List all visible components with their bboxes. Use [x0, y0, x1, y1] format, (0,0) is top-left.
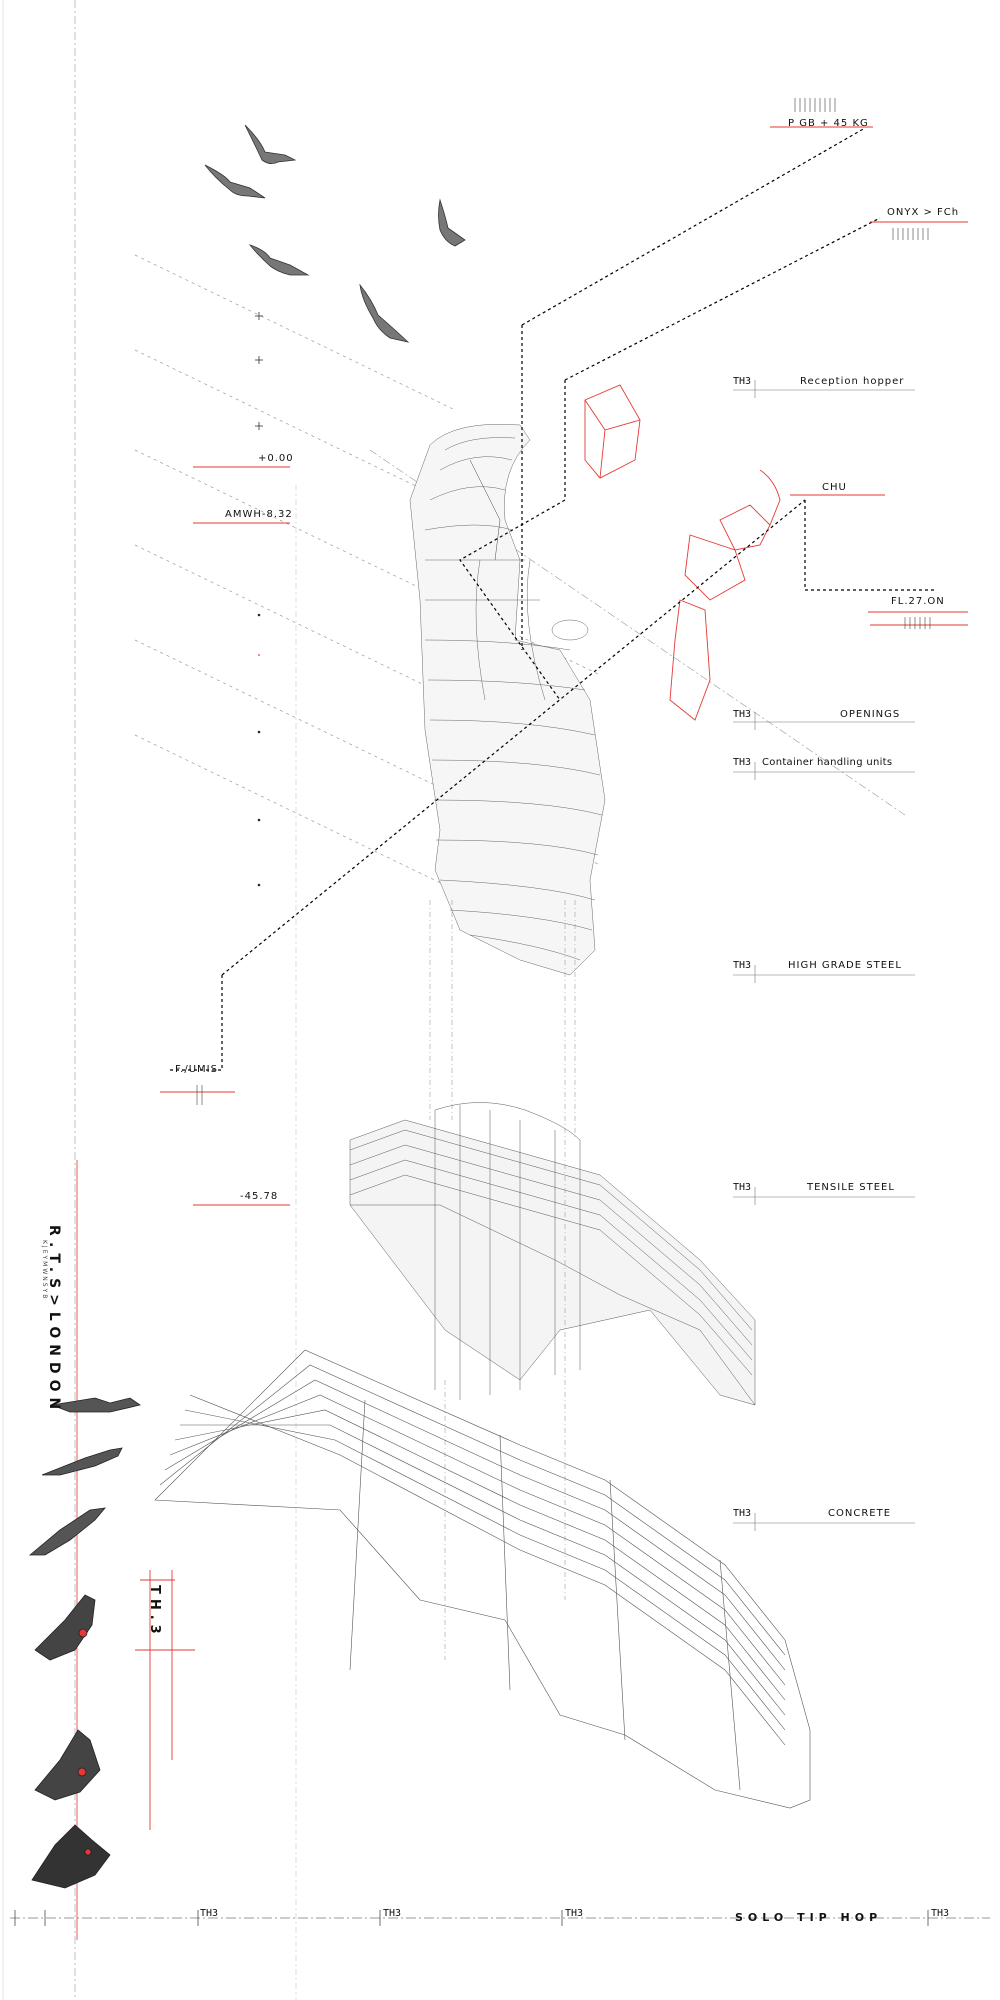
- grid-markers: [255, 312, 263, 886]
- tensile-steel-layer: [350, 1103, 755, 1406]
- label-concrete: CONCRETE: [828, 1508, 892, 1519]
- project-title: R.T.S>LONDON: [46, 1225, 62, 1416]
- callout-onyx: ONYX > FCh: [887, 207, 960, 218]
- label-tag-openings: TH3: [733, 709, 752, 720]
- label-reception-hopper: Reception hopper: [800, 376, 905, 387]
- project-subtitle: KJEYMWNSYB: [41, 1240, 48, 1301]
- seagull-birds: [205, 125, 465, 342]
- callout-chu: CHU: [822, 482, 847, 493]
- red-hopper-wireframes: [585, 385, 780, 720]
- label-tag-hgs: TH3: [733, 960, 752, 971]
- level-amwh: AMWH-8.32: [225, 509, 293, 520]
- callout-fl: FL.27.ON: [891, 596, 945, 607]
- level-minus: -45.78: [240, 1191, 279, 1202]
- th3-vertical-label: TH.3: [147, 1585, 162, 1639]
- level-f-umis: F./UMIS: [175, 1064, 218, 1075]
- upper-mesh-form: [410, 424, 605, 975]
- label-container-handling: Container handling units: [762, 757, 893, 768]
- footer-tag-3: TH3: [565, 1908, 584, 1919]
- footer-title: SOLO TIP HOP: [735, 1911, 883, 1924]
- label-brackets: [733, 380, 915, 1531]
- hand-gesture-figures: [30, 1398, 140, 1888]
- label-tensile-steel: TENSILE STEEL: [807, 1182, 895, 1193]
- label-tag-tensile: TH3: [733, 1182, 752, 1193]
- footer-tag-1: TH3: [200, 1908, 219, 1919]
- label-tag-concrete: TH3: [733, 1508, 752, 1519]
- footer-tag-4: TH3: [931, 1908, 950, 1919]
- label-high-grade-steel: HIGH GRADE STEEL: [788, 960, 902, 971]
- label-tag-reception: TH3: [733, 376, 752, 387]
- footer-tag-2: TH3: [383, 1908, 402, 1919]
- level-plus-0: +0.00: [258, 453, 294, 464]
- callout-pgb: P GB + 45 KG: [788, 118, 869, 129]
- label-openings: OPENINGS: [840, 709, 901, 720]
- concrete-layer: [155, 1350, 810, 1808]
- label-tag-chu: TH3: [733, 757, 752, 768]
